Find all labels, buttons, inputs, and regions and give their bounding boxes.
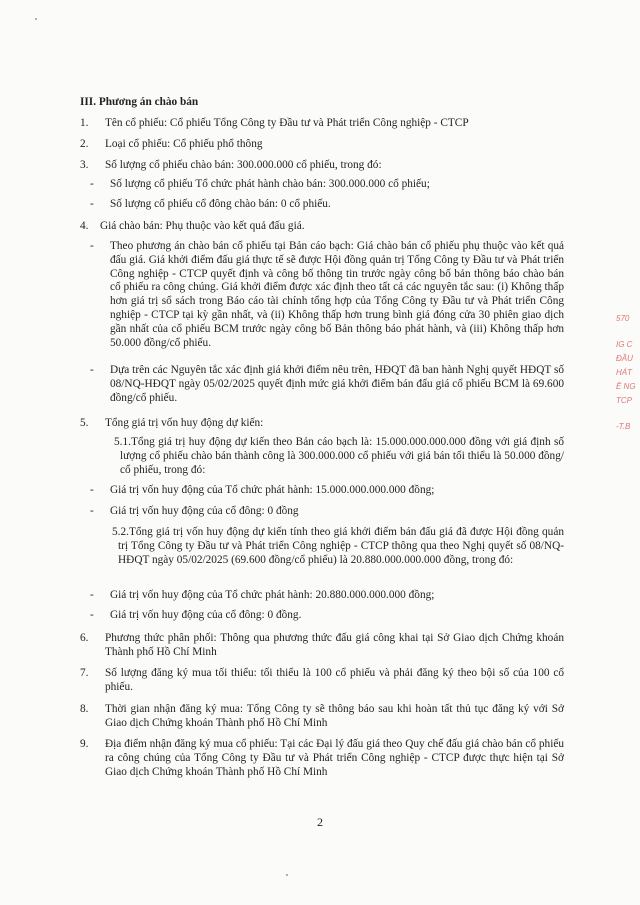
item-text: Giá chào bán: Phụ thuộc vào kết quả đấu giá. xyxy=(100,220,305,232)
item-number: 9. xyxy=(80,738,89,750)
item-text: Tên cổ phiếu: Cổ phiếu Tổng Công ty Đầu tư và Phát triển Công nghiệp - CTCP xyxy=(105,117,469,129)
bullet-text: Giá trị vốn huy động của cổ đông: 0 đồng. xyxy=(110,609,302,621)
scan-speck xyxy=(35,18,37,20)
subsection-5-1: 5.1.Tổng giá trị huy động dự kiến theo Bản cáo bạch là: 15.000.000.000.000 đồng với giá định số lượng cổ phiếu chào bán thành công là 300.000.000 cổ phiếu với giá bán tối thiểu là 50.000 đồng/ cổ phiếu, trong đó: xyxy=(114,436,564,476)
stamp-line: IG C xyxy=(616,340,633,349)
item-number: 6. xyxy=(80,632,89,644)
bullet-dash: - xyxy=(90,178,94,190)
bullet-dash: - xyxy=(90,589,94,601)
scan-speck xyxy=(286,874,288,876)
item-text: Số lượng cổ phiếu chào bán: 300.000.000 cổ phiếu, trong đó: xyxy=(105,159,382,171)
bullet-dash: - xyxy=(90,505,94,517)
item-number: 5. xyxy=(80,417,89,429)
bullet-dash: - xyxy=(90,364,94,376)
item-number: 8. xyxy=(80,703,89,715)
bullet-dash: - xyxy=(90,484,94,496)
stamp-line: -T.B xyxy=(616,422,631,431)
bullet-paragraph: Theo phương án chào bán cổ phiếu tại Bản cáo bạch: Giá chào bán cổ phiếu phụ thuộc vào kết quả đấu giá. Giá khởi điểm đấu giá thực tế sẽ được Hội đồng quản trị Tổng Công ty Đầu tư và Phát triển Công nghiệp - CTCP quyết định và công bố thông tin trước ngày công bố bản thông báo chào bán cổ phiếu ra công chúng. Giá khởi điểm được xác định theo tất cả các nguyên tắc sau: (i) Không thấp hơn giá trị sổ sách trong Báo cáo tài chính tổng hợp của Tổng Công ty Đầu tư và Phát triển Công nghiệp - CTCP tại kỳ gần nhất, và (ii) Không thấp hơn trung bình giá đóng cửa 30 phiên giao dịch gần nhất của cổ phiếu BCM trước ngày công bố Bản thông báo phát hành, và (iii) Không thấp hơn 50.000 đồng/cổ phiếu. xyxy=(110,240,564,349)
bullet-paragraph: Dựa trên các Nguyên tắc xác định giá khởi điểm nêu trên, HĐQT đã ban hành Nghị quyết HĐQT số 08/NQ-HĐQT ngày 05/02/2025 quyết định mức giá khởi điểm bán đấu giá cổ phiếu BCM là 69.600 đồng/cổ phiếu. xyxy=(110,364,564,404)
red-stamp-fragment xyxy=(614,312,640,472)
item-number: 7. xyxy=(80,667,89,679)
subsection-5-2: 5.2.Tổng giá trị vốn huy động dự kiến tính theo giá khởi điểm bán đấu giá đã được Hội đồng quản trị Tổng Công ty Đầu tư và Phát triển Công nghiệp - CTCP thông qua theo Nghị quyết số 08/NQ-HĐQT ngày 05/02/2025 (69.600 đồng/cổ phiếu) là 20.880.000.000.000 đồng, trong đó: xyxy=(112,526,564,566)
bullet-dash: - xyxy=(90,240,94,252)
item-number: 2. xyxy=(80,138,89,150)
bullet-text: Giá trị vốn huy động của Tổ chức phát hành: 15.000.000.000.000 đồng; xyxy=(110,484,435,496)
bullet-text: Giá trị vốn huy động của cổ đông: 0 đồng xyxy=(110,505,299,517)
item-number: 4. xyxy=(80,220,89,232)
item-text: Địa điểm nhận đăng ký mua cổ phiếu: Tại các Đại lý đấu giá theo Quy chế đấu giá chào bán cổ phiếu ra công chúng của Tổng Công ty Đầu tư và Phát triển Công nghiệp - CTCP được thực hiện tại Sở Giao dịch Chứng khoán Thành phố Hồ Chí Minh xyxy=(105,738,564,778)
bullet-dash: - xyxy=(90,198,94,210)
section-heading: III. Phương án chào bán xyxy=(80,96,199,108)
stamp-line: TCP xyxy=(616,396,632,405)
item-text: Phương thức phân phối: Thông qua phương thức đấu giá công khai tại Sở Giao dịch Chứng khoán Thành phố Hồ Chí Minh xyxy=(105,632,564,658)
bullet-text: Số lượng cổ phiếu Tổ chức phát hành chào bán: 300.000.000 cổ phiếu; xyxy=(110,178,430,190)
item-text: Thời gian nhận đăng ký mua: Tổng Công ty sẽ thông báo sau khi hoàn tất thủ tục đăng ký với Sở Giao dịch Chứng khoán Thành phố Hồ Chí Minh xyxy=(105,703,564,729)
item-text: Số lượng đăng ký mua tối thiểu: tối thiểu là 100 cổ phiếu và phải đăng ký theo bội số của 100 cổ phiếu. xyxy=(105,667,564,693)
item-text: Tổng giá trị vốn huy động dự kiến: xyxy=(105,417,264,429)
item-text: Loại cổ phiếu: Cổ phiếu phổ thông xyxy=(105,138,263,150)
page-number: 2 xyxy=(317,815,323,829)
stamp-line: ĐẦU xyxy=(616,354,633,363)
item-number: 3. xyxy=(80,159,89,171)
stamp-line: 570 xyxy=(616,314,630,323)
bullet-dash: - xyxy=(90,609,94,621)
item-number: 1. xyxy=(80,117,89,129)
bullet-text: Giá trị vốn huy động của Tổ chức phát hành: 20.880.000.000.000 đồng; xyxy=(110,589,435,601)
stamp-line: Ê NG xyxy=(616,382,636,391)
stamp-line: HÁT xyxy=(616,368,632,377)
bullet-text: Số lượng cổ phiếu cổ đông chào bán: 0 cổ phiếu. xyxy=(110,198,331,210)
